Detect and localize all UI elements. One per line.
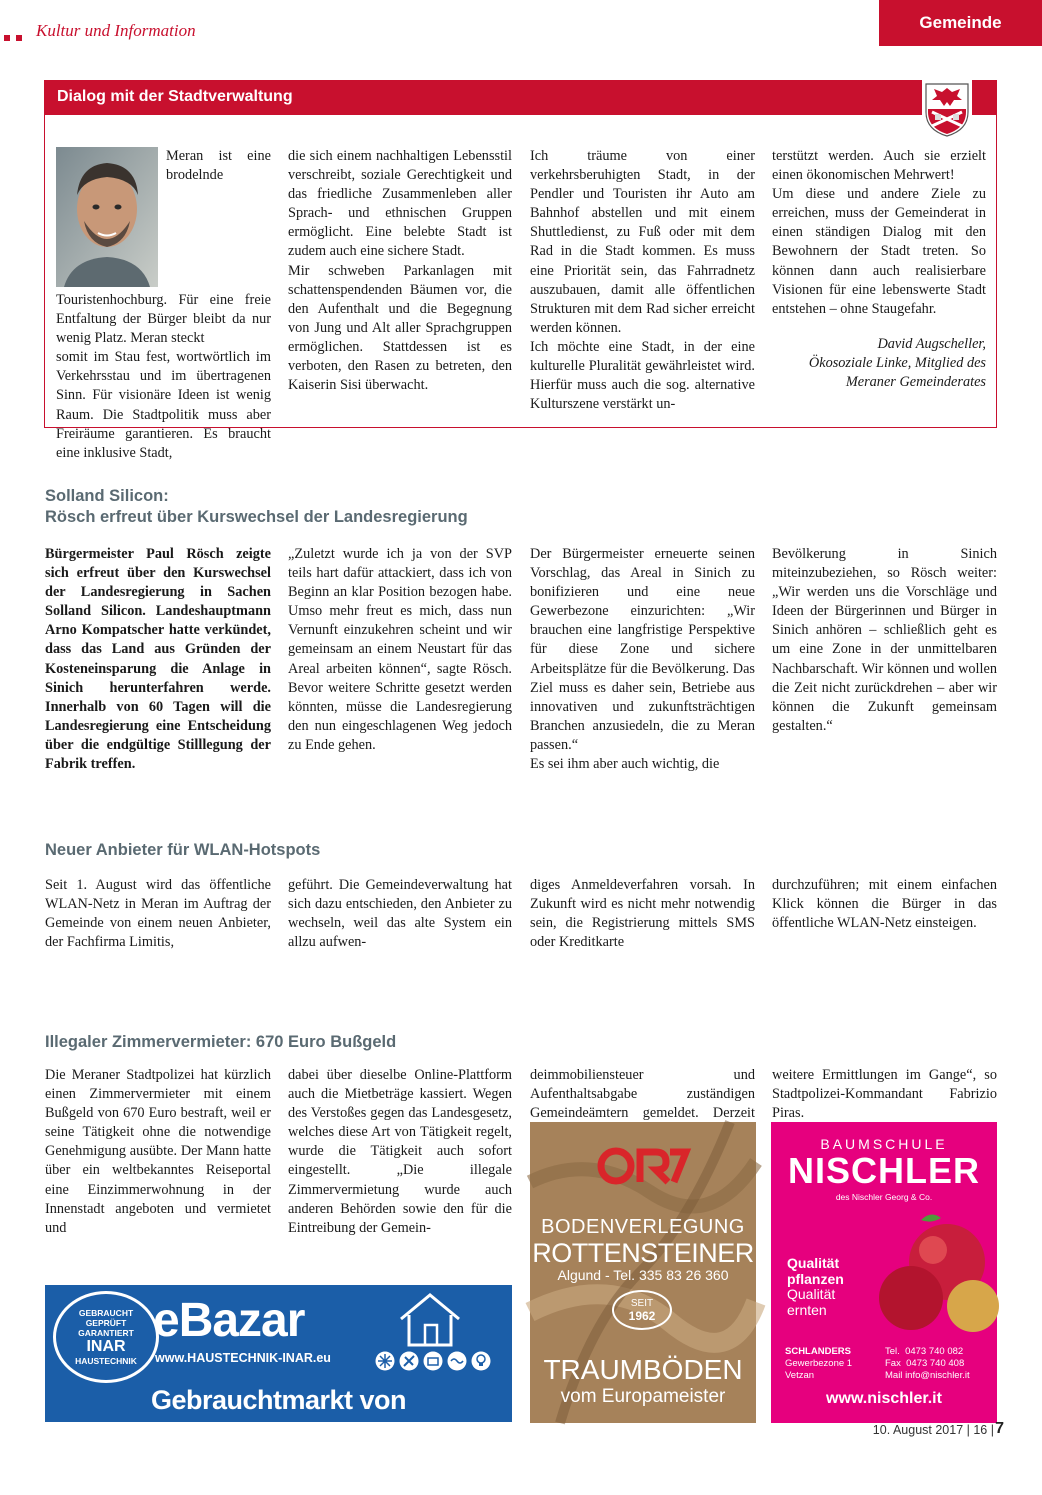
zimmer-column-2: dabei über dieselbe Online-Plattform auch die Mietbeträge kassiert. Wegen des Verstoßes gegen das Landesgesetz, welches diese Art von Tätigkeit regelt, wurde die Tätigkeit auch sofort eingestellt. „Die illegale Zimmervermietung wurde auch anderen Behörden sowie den für die Eintreibung der Gemein- [288,1067,512,1236]
rottensteiner-ad[interactable]: BODENVERLEGUNG ROTTENSTEINER Algund - Tel. 335 83 26 360 SEIT 1962 TRAUMBÖDEN vom Europameister [530,1122,756,1423]
ebazar-name: eBazar [153,1294,305,1347]
solland-column-2: „Zuletzt wurde ich ja von der SVP teils hart dafür attackiert, dass ich von Beginn an klar Position bezogen habe. Umso mehr freut es mich, dass nun Vernunft einzukehren scheint und wir gemeinsam an einem Neustart für das Areal arbeiten können“, sagte Rösch. Bevor weitere Schritte gesetzt werden könnten, müsse die Landesregierung den nun eingeschlagenen Weg jedoch zu Ende gehen. [288,546,512,753]
nischler-website[interactable]: www.nischler.it [826,1390,942,1407]
inar-seal: GEBRAUCHT GEPRÜFT GARANTIERT INAR HAUSTECHNIK [53,1291,159,1383]
issue-info: 10. August 2017 | 16 | [872,1423,994,1437]
orr-logo-icon [598,1144,688,1188]
dialog-column-4: terstützt werden. Auch sie erzielt einen ökonomischen Mehrwert! Um diese und andere Ziele zu erreichen, muss der Gemeinderat in einen ständigen Dialog mit den Bewohnern der Stadt treten. So können dann auch realisierbare Visionen für eine lebenswerte Stadt entstehen – ohne Staugefahr. David Augscheller, Ökosoziale Linke, Mitglied des Meraner Gemeinderates [772,147,986,392]
nischler-ad[interactable]: BAUMSCHULE NISCHLER des Nischler Georg & Co. Qualität pflanzen Qualität ernten SCHLANDERS Gewerbezone 1 Vetzan Tel. 0473 740 082 Fax 0473 740 408 Mail info@nischler.it www.nischler.it [771,1122,997,1423]
dialog-title: Dialog mit der Stadtverwaltung [45,81,996,115]
solland-headline: Solland Silicon: Rösch erfreut über Kurswechsel der Landesregierung [45,487,468,526]
meran-coat-of-arms-icon [922,78,972,138]
author-signature: David Augscheller, Ökosoziale Linke, Mitglied des Meraner Gemeinderates [808,335,986,391]
wlan-column-4: durchzuführen; mit einem einfachen Klick können die Bürger in das öffentliche WLAN-Netz einsteigen. [772,877,997,932]
solland-lead: Bürgermeister Paul Rösch zeigte sich erfreut über den Kurswechsel der Landesregierung in Sachen Solland Silicon. Landeshauptmann Arno Kompatscher hatte verkündet, dass das Land aus Gründen der Kosteneinsparung die Anlage in Sinich herunterfahren werde. Innerhalb von 60 Tagen will die Landesregierung eine Entscheidung über die endgültige Stilllegung der Fabrik treffen. [45,546,271,773]
ebazar-url[interactable]: www.HAUSTECHNIK-INAR.eu [155,1351,331,1365]
wlan-headline: Neuer Anbieter für WLAN-Hotspots [45,841,321,859]
wlan-column-1: Seit 1. August wird das öffentliche WLAN-Netz in Meran im Auftrag der Gemeinde von einem neuen Anbieter, der Fachfirma Limitis, [45,877,271,951]
apples-image [861,1210,997,1334]
water-icon [447,1351,467,1371]
page-number: 7 [995,1420,1004,1437]
dialog-column-2: die sich einem nachhaltigen Lebensstil verschreibt, soziale Gerechtigkeit und das friedliche Zusammenleben aller Sprach- und ethnischen Gruppen ermöglicht. Eine belebte Stadt ist zudem auch eine sichere Stadt. Mir schweben Parkanlagen mit schattenspendenden Bäumen vor, die den Aufenthalt und die Begegnung von Jung und Alt aller Sprachgruppen ermöglichen. Stattdessen ist es verboten, den Rasen zu betreten, den Kaiserin Sisi überwacht. [288,148,512,394]
zimmer-column-4: weitere Ermittlungen im Gange“, so Stadtpolizei-Kommandant Fabrizio Piras. [772,1067,997,1122]
section-title: Kultur und Information [36,21,196,40]
since-badge: SEIT 1962 [612,1290,672,1330]
wlan-column-3: diges Anmeldeverfahren vorsah. In Zukunft wird es nicht mehr notwendig sein, die Registrierung mittels SMS oder Kreditkarte [530,877,755,951]
heater-icon [423,1351,443,1371]
nischler-contact: Tel. 0473 740 082 Fax 0473 740 408 Mail info@nischler.it [885,1346,970,1381]
ebazar-ad[interactable] [45,1285,512,1449]
wlan-column-2: geführt. Die Gemeindeverwaltung hat sich dazu entschieden, den Anbieter zu wechseln, weil das alte System ein allzu aufwen- [288,877,512,951]
section-tab: Gemeinde [879,0,1042,46]
lightbulb-icon [471,1351,491,1371]
dialog-column-1: Meran ist eine brodelnde Touristenhochburg. Für eine freie Entfaltung der Bürger bleibt da nur wenig Platz. Meran steckt somit im Stau fest, wortwörtlich im Verkehrsstau und im übertragenen Sinn. Für visionäre Ideen ist wenig Raum. Die Stadtpolitik muss aber Freiräume garantieren. Es braucht eine inklusive Stadt, [56,148,271,461]
zimmer-headline: Illegaler Zimmervermieter: 670 Euro Bußgeld [45,1033,397,1051]
snowflake-icon [375,1351,395,1371]
solland-column-4: Bevölkerung in Sinich miteinzubeziehen, so Rösch weiter: „Wir werden uns die Vorschläge und Ideen der Bürgerinnen und Bürger in Sinich anhören – schließlich geht es um eine Zone in der unmittelbaren Nachbarschaft. Wir können und wollen die Zeit nicht zurückdrehen – aber wir können die Zukunft gemeinsam gestalten.“ [772,546,997,734]
appliance-icons [375,1351,491,1371]
header-dots [4,28,28,46]
house-icon [395,1291,465,1349]
author-portrait [56,147,158,287]
ebazar-tagline: Gebrauchtmarkt von Haushaltsgeräten [150,1385,407,1449]
solland-column-3: Der Bürgermeister erneuerte seinen Vorschlag, das Areal in Sinich zu bonifizieren und eine neue Gewerbezone einzurichten: „Wir brauchen eine langfristige Perspektive für diese Zone und sichere Arbeitsplätze für die Bevölkerung. Das Ziel muss es daher sein, Betriebe aus innovativen und zukunftsträchtigen Branchen anzusiedeln, die zu Meran passen.“ Es sei ihm aber auch wichtig, die [530,546,755,773]
tools-icon [399,1351,419,1371]
nischler-address: SCHLANDERS Gewerbezone 1 Vetzan [785,1346,853,1381]
nischler-slogan: Qualität pflanzen Qualität ernten [787,1255,844,1318]
zimmer-column-1: Die Meraner Stadtpolizei hat kürzlich einen Zimmervermieter mit einem Bußgeld von 670 Euro bestraft, weil er seine Tätigkeit ohne die notwendige Genehmigung ausübte. Der Mann hatte über ein weltbekanntes Reiseportal eine Einzimmerwohnung in der Innenstadt angeboten und vermietet und [45,1067,271,1236]
zimmer-column-3: deimmobiliensteuer und Aufenthaltsabgabe zuständigen Gemeindeämtern gemeldet. Derzeit [530,1067,755,1122]
dialog-column-3: Ich träume von einer verkehrsberuhigten Stadt, in der Pendler und Touristen ihr Auto am Bahnhof abstellen und mit einem Shuttledienst, zu Fuß oder mit dem Rad in die Stadt kommen. Es muss eine Priorität sein, das Fahrradnetz auszubauen, damit alle öffentlichen Strukturen mit dem Rad sicher erreicht werden können. Ich möchte eine Stadt, in der eine kulturelle Pluralität gewährleistet wird. Hierfür muss auch die sog. alternative Kulturszene verstärkt un- [530,148,755,413]
